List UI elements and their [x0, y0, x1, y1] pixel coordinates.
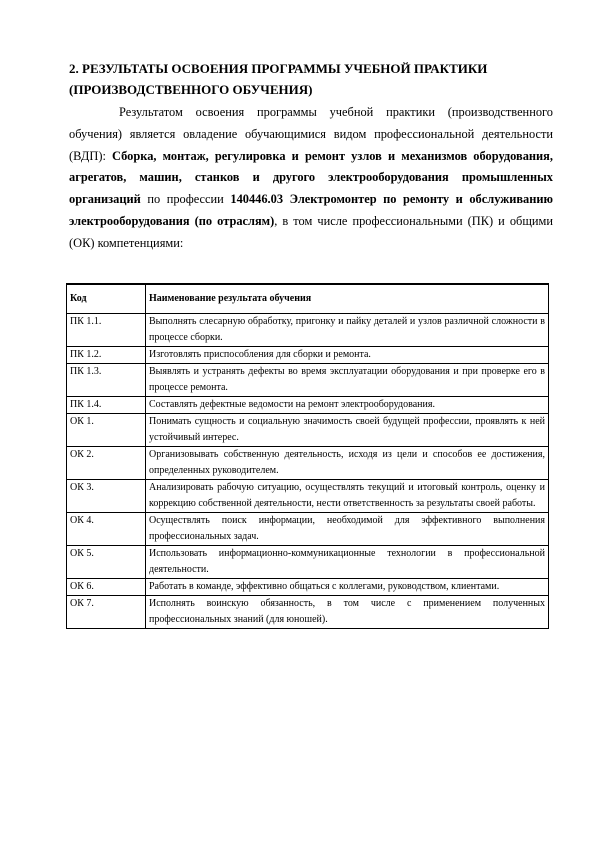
table-row: [67, 513, 549, 546]
section-heading-line1: 2. РЕЗУЛЬТАТЫ ОСВОЕНИЯ ПРОГРАММЫ УЧЕБНОЙ ПРАКТИКИ: [69, 61, 488, 76]
row-text: Составлять дефектные ведомости на ремонт электрооборудования.: [146, 397, 549, 414]
row-text: Организовывать собственную деятельность, исходя из цели и способов ее достижения, определенных руководителем.: [146, 447, 549, 480]
row-code: ОК 4.: [67, 513, 146, 546]
table-row: [67, 347, 549, 364]
row-code: ОК 5.: [67, 546, 146, 579]
table-row: [67, 364, 549, 397]
table-header-row: [67, 284, 549, 314]
row-text: Работать в команде, эффективно общаться с коллегами, руководством, клиентами.: [146, 579, 549, 596]
row-code: ОК 2.: [67, 447, 146, 480]
row-text: Выполнять слесарную обработку, пригонку и пайку деталей и узлов различной сложности в процессе сборки.: [146, 314, 549, 347]
table-row: [67, 314, 549, 347]
row-text: Использовать информационно-коммуникационные технологии в профессиональной деятельности.: [146, 546, 549, 579]
row-code: ПК 1.3.: [67, 364, 146, 397]
row-text: Выявлять и устранять дефекты во время эксплуатации оборудования и при проверке его в процессе ремонта.: [146, 364, 549, 397]
row-code: ОК 6.: [67, 579, 146, 596]
row-code: ОК 3.: [67, 480, 146, 513]
table-row: [67, 546, 549, 579]
intro-activity: Сборка, монтаж, регулировка и ремонт узлов и механизмов оборудования, агрегатов, машин, станков и другого электрооборудования промышленных организаций: [69, 148, 553, 207]
row-text: Осуществлять поиск информации, необходимой для эффективного выполнения профессиональных задач.: [146, 513, 549, 546]
row-text: Исполнять воинскую обязанность, в том числе с применением полученных профессиональных знаний (для юношей).: [146, 596, 549, 629]
row-text: Анализировать рабочую ситуацию, осуществлять текущий и итоговый контроль, оценку и коррекцию собственной деятельности, нести ответственность за результаты своей работы.: [146, 480, 549, 513]
row-code: ПК 1.2.: [67, 347, 146, 364]
table-row: [67, 480, 549, 513]
table-row: [67, 579, 549, 596]
intro-profession: 140446.03 Электромонтер по ремонту и обслуживанию электрооборудования (по отраслям): [69, 192, 553, 228]
row-code: ОК 7.: [67, 596, 146, 629]
header-code: Код: [67, 284, 146, 314]
table-row: [67, 447, 549, 480]
row-code: ПК 1.1.: [67, 314, 146, 347]
intro-tail: , в том числе профессиональными (ПК) и общими (ОК) компетенциями:: [69, 213, 553, 250]
intro-paragraph: [69, 102, 553, 255]
row-text: Понимать сущность и социальную значимость своей будущей профессии, проявлять к ней устойчивый интерес.: [146, 414, 549, 447]
table-row: [67, 596, 549, 629]
row-code: ПК 1.4.: [67, 397, 146, 414]
intro-lead: Результатом освоения программы учебной практики (производственного обучения) является овладение обучающимися видом профессиональной деятельности (ВДП):: [69, 105, 553, 163]
row-code: ОК 1.: [67, 414, 146, 447]
competencies-table: [66, 283, 549, 629]
section-heading-line2: (ПРОИЗВОДСТВЕННОГО ОБУЧЕНИЯ): [69, 82, 313, 97]
table-row: [67, 414, 549, 447]
table-row: [67, 397, 549, 414]
intro-mid: по профессии: [140, 192, 231, 207]
section-heading: [69, 58, 549, 100]
row-text: Изготовлять приспособления для сборки и ремонта.: [146, 347, 549, 364]
header-name: Наименование результата обучения: [146, 284, 549, 314]
